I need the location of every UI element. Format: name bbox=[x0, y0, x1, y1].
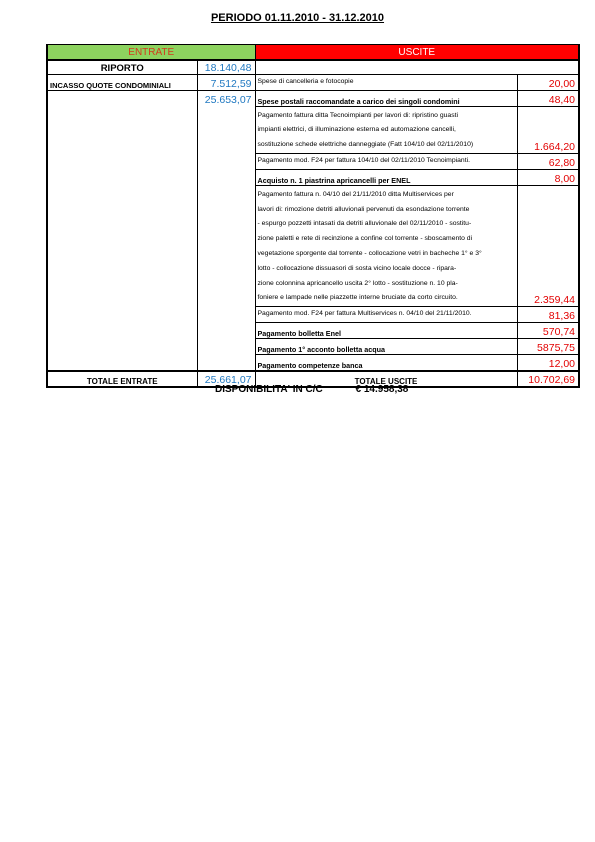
expense-value: 12,00 bbox=[517, 355, 579, 371]
totale-uscite-label: TOTALE USCITE bbox=[255, 371, 517, 387]
expense-desc: Pagamento mod. F24 per fattura 104/10 del 02/11/2010 Tecnoimpianti. bbox=[255, 153, 517, 169]
incasso-label: INCASSO QUOTE CONDOMINIALI bbox=[47, 74, 197, 90]
riporto-value: 18.140,48 bbox=[197, 60, 255, 74]
expense-value: 2.359,44 bbox=[517, 185, 579, 306]
entrate-subtotal: 25.653,07 bbox=[204, 94, 252, 106]
expense-value: 20,00 bbox=[517, 74, 579, 90]
totale-entrate-label: TOTALE ENTRATE bbox=[47, 371, 197, 387]
riporto-label: RIPORTO bbox=[47, 60, 197, 74]
disponibilita-line bbox=[215, 384, 408, 395]
entrate-header: ENTRATE bbox=[47, 45, 255, 61]
page-title: PERIODO 01.11.2010 - 31.12.2010 bbox=[210, 12, 385, 24]
expense-value: 81,36 bbox=[517, 307, 579, 323]
expense-desc: Pagamento bolletta Enel bbox=[255, 323, 517, 339]
cash-report-table bbox=[46, 44, 580, 388]
expense-desc: Spese di cancelleria e fotocopie bbox=[255, 74, 517, 90]
expense-desc-multiline: Pagamento fattura n. 04/10 del 21/11/2010 ditta Multiservices per lavori di: rimozione detriti alluvionali pervenuti da esondazione torrente - espurgo pozzetti intasati da detriti alluvionale del 02/11/2010 - sostitu- zione paletti e rete di recinzione a confine col torrente - sboscamento di vegetazione sporgente dal torrente - collocazione vetri in bacheche 1° e 3° lotto - collocazione dissuasori di sosta vicino locale docce - ripara- zione colonnina apricancello uscita 2° lotto - sostituzione n. 10 pla- foniere e lampade nelle piazzette interne bruciate da corto circuito. bbox=[255, 185, 517, 306]
expense-value: 48,40 bbox=[517, 90, 579, 106]
expense-desc: Pagamento competenze banca bbox=[255, 355, 517, 371]
disponibilita-label: DISPONIBILITA' IN C/C bbox=[215, 384, 323, 395]
expense-value: 5875,75 bbox=[517, 339, 579, 355]
uscite-header: USCITE bbox=[255, 45, 579, 61]
expense-desc: Pagamento 1° acconto bolletta acqua bbox=[255, 339, 517, 355]
expense-value: 1.664,20 bbox=[517, 106, 579, 153]
expense-desc: Acquisto n. 1 piastrina apricancelli per ENEL bbox=[255, 169, 517, 185]
expense-value: 570,74 bbox=[517, 323, 579, 339]
expense-value: 8,00 bbox=[517, 169, 579, 185]
totale-entrate-value: 25.661,07 bbox=[197, 371, 255, 387]
totale-uscite-value: 10.702,69 bbox=[517, 371, 579, 387]
expense-desc: Spese postali raccomandate a carico dei singoli condomini bbox=[255, 90, 517, 106]
expense-value: 62,80 bbox=[517, 153, 579, 169]
disponibilita-value: € 14.958,38 bbox=[355, 384, 409, 395]
expense-desc: Pagamento mod. F24 per fattura Multiservices n. 04/10 del 21/11/2010. bbox=[255, 307, 517, 323]
expense-desc-multiline: Pagamento fattura ditta Tecnoimpianti per lavori di: ripristino guasti impianti elettrici, di illuminazione esterna ed automazione cancelli, sostituzione schede elettriche danneggiate (Fatt 104/10 del 02/11/2010) bbox=[255, 106, 517, 153]
incasso-value: 7.512,59 bbox=[197, 74, 255, 90]
